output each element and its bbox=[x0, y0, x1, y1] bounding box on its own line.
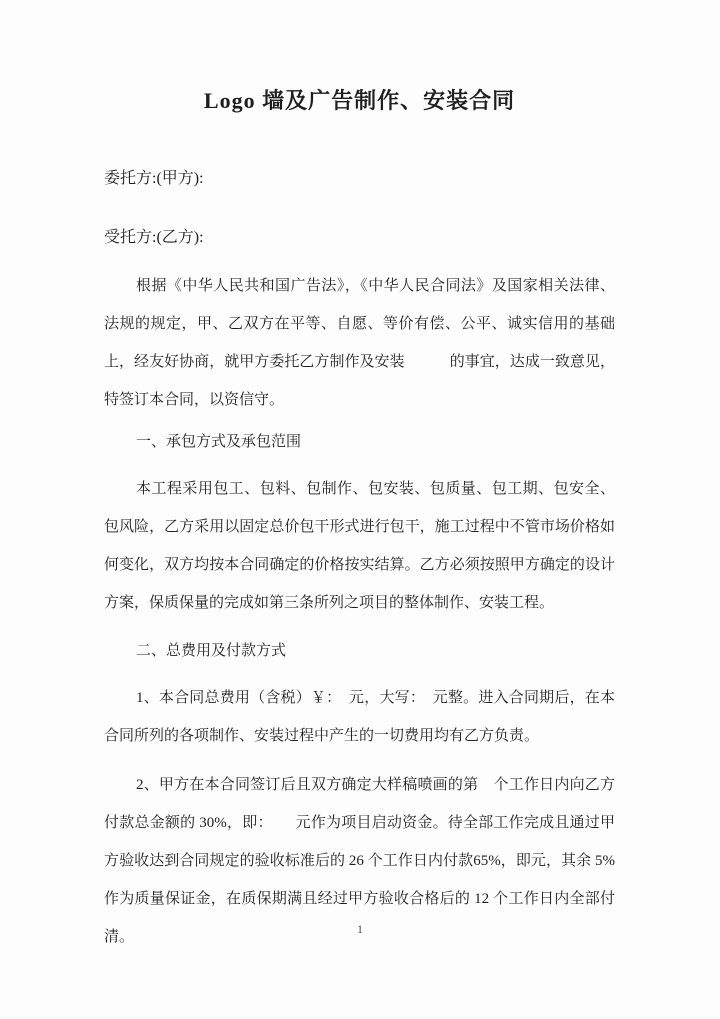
payment-clause-2: 2、甲方在本合同签订后且双方确定大样稿喷画的第 个工作日内向乙方付款总金额的 30%，即： 元作为项目启动资金。待全部工作完成且通过甲方验收达到合同规定的验收标准后的 26 个工作日内付款65%，即元，其余 5%作为质量保证金，在质保期满且经过甲方验收合格后的 12 个工作日内全部付清。 bbox=[104, 777, 615, 945]
document-title: Logo 墙及广告制作、安装合同 bbox=[203, 88, 516, 113]
section-2-heading: 二、总费用及付款方式 bbox=[136, 643, 287, 659]
page-number: 1 bbox=[357, 922, 363, 936]
payment-clause-1: 1、本合同总费用（含税）￥： 元，大写： 元整。进入合同期后，在本合同所列的各项制作、安装过程中产生的一切费用均有乙方负责。 bbox=[104, 690, 615, 744]
intro-paragraph: 根据《中华人民共和国广告法》，《中华人民合同法》及国家相关法律、法规的规定，甲、乙双方在平等、自愿、等价有偿、公平、诚实信用的基础上，经友好协商，就甲方委托乙方制作及安装 的事宜，达成一致意见，特签订本合同，以资信守。 bbox=[104, 278, 615, 408]
section-1-paragraph: 本工程采用包工、包料、包制作、包安装、包质量、包工期、包安全、包风险，乙方采用以固定总价包干形式进行包干，施工过程中不管市场价格如何变化，双方均按本合同确定的价格按实结算。乙方必须按照甲方确定的设计方案，保质保量的完成如第三条所列之项目的整体制作、安装工程。 bbox=[104, 481, 615, 611]
party-b-line: 受托方:(乙方): bbox=[104, 229, 204, 246]
section-1-heading: 一、承包方式及承包范围 bbox=[136, 434, 302, 450]
party-a-line: 委托方:(甲方): bbox=[104, 170, 204, 187]
